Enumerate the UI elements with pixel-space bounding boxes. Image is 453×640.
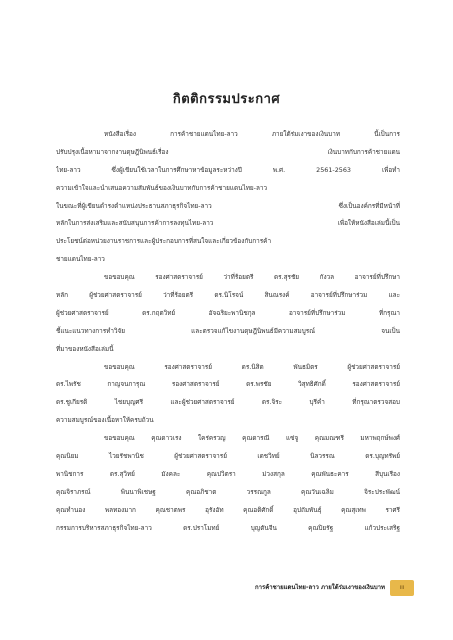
text-line: ดร.ชูเกียรติ ไชยบุญศรี และผู้ช่วยศาสตราจารย์ ดร.จิระ บุรีคำ ที่กรุณาตรวจสอบ xyxy=(56,398,400,407)
text-line: ประโยชน์ต่อหน่วยงานราชการและผู้ประกอบการที่สนใจและเกี่ยวข้องกับการค้า xyxy=(56,237,272,246)
text-line: คุณนิยม ไวยรัชพานิช ผู้ช่วยศาสตราจารย์ เดชวิทย์ นิลวรรณ ดร.บุญทรัพย์ xyxy=(56,452,400,461)
text-line: ไทย-ลาว ซึ่งผู้เขียนใช้เวลาในการศึกษาหาข้อมูลระหว่างปี พ.ศ. 2561-2563 เพื่อทำ xyxy=(56,165,400,174)
acknowledgement-body xyxy=(56,126,400,537)
text-line: ดร.ไพรัช กาญจนการุณ รองศาสตราจารย์ ดร.พรชัย วิสุทธิศักดิ์ รองศาสตราจารย์ xyxy=(56,380,400,389)
running-title: การค้าชายแดนไทย-ลาว ภายใต้ร่มเงาของเงินบาท xyxy=(255,584,385,591)
text-line: หลัก ผู้ช่วยศาสตราจารย์ ว่าที่ร้อยตรี ดร.นิโรจน์ สินณรงค์ อาจารย์ที่ปรึกษาร่วม และ xyxy=(56,291,400,300)
text-line: ขอขอบคุณ รองศาสตราจารย์ ว่าที่ร้อยตรี ดร.สุรชัย กังวล อาจารย์ที่ปรึกษา xyxy=(104,273,400,282)
text-line: ชี้แนะแนวทางการทำวิจัย และตรวจแก้ไขงานดุษฎีนิพนธ์มีความสมบูรณ์ จนเป็น xyxy=(56,326,400,335)
page-title: กิตติกรรมประกาศ xyxy=(172,92,281,107)
text-line: คุณทำนอง พลทองมาก คุณชาตพร อุรังอัท คุณอติศักดิ์ อุปถัมพันธุ์ คุณสุเทพ ราศรี xyxy=(56,505,400,514)
text-line: ความเข้าใจและนำเสนอความสัมพันธ์ของเงินบาทกับการค้าชายแดนไทย-ลาว xyxy=(56,183,268,192)
text-line: หนังสือเรื่อง การค้าชายแดนไทย-ลาว ภายใต้ร่มเงาของเงินบาท นี้เป็นการ xyxy=(104,130,400,138)
text-line: หลักในการส่งเสริมและสนับสนุนการค้าการลงทุนไทย-ลาว เพื่อให้หนังสือเล่มนี้เป็น xyxy=(56,219,400,228)
page-footer xyxy=(0,580,453,596)
text-line: คุณจิราภรณ์ พินนาพิเชษฐ คุณอภิชาต วรรณกูล คุณวันเฉลิม จิระประพัฒน์ xyxy=(56,487,400,496)
text-line: ที่มาของหนังสือเล่มนี้ xyxy=(56,344,114,353)
page-number-badge: iii xyxy=(390,580,414,596)
text-line: ในขณะที่ผู้เขียนดำรงตำแหน่งประธานสภาธุรกิจไทย-ลาว ซึ่งเป็นองค์กรที่มีหน้าที่ xyxy=(56,201,400,210)
text-line: ชายแดนไทย-ลาว xyxy=(56,255,105,264)
text-line: ขอขอบคุณ รองศาสตราจารย์ ดร.นิสิต พันธมิตร ผู้ช่วยศาสตราจารย์ xyxy=(104,362,400,371)
text-line: ผู้ช่วยศาสตราจารย์ ดร.กฤตวิทย์ อัจฉริยะพานิชกุล อาจารย์ที่ปรึกษาร่วม ที่กรุณา xyxy=(56,308,400,317)
text-line: ปรับปรุงเนื้อหามาจากงานดุษฎีนิพนธ์เรื่อง เงินบาทกับการค้าชายแดน xyxy=(56,147,400,156)
text-line: พานิชการ ดร.สุวิทย์ มังคละ คุณปวิตรา ม่วงสกุล คุณพันธะคาร สีบุนเรือง xyxy=(56,469,400,478)
text-line: ความสมบูรณ์ของเนื้อหาให้ครบถ้วน xyxy=(56,416,154,425)
text-line: ขอขอบคุณ คุณดาวเรง ใคร่ครวญ คุณดารณี แซ่จู คุณมณฑรี มหาพฤกษ์พงศ์ xyxy=(104,434,400,443)
text-line: กรรมการบริหารสภาธุรกิจไทย-ลาว ดร.ปราโมทย์ บุญตันจีน คุณปิยรัฐ แก้วประเสริฐ xyxy=(56,523,400,532)
